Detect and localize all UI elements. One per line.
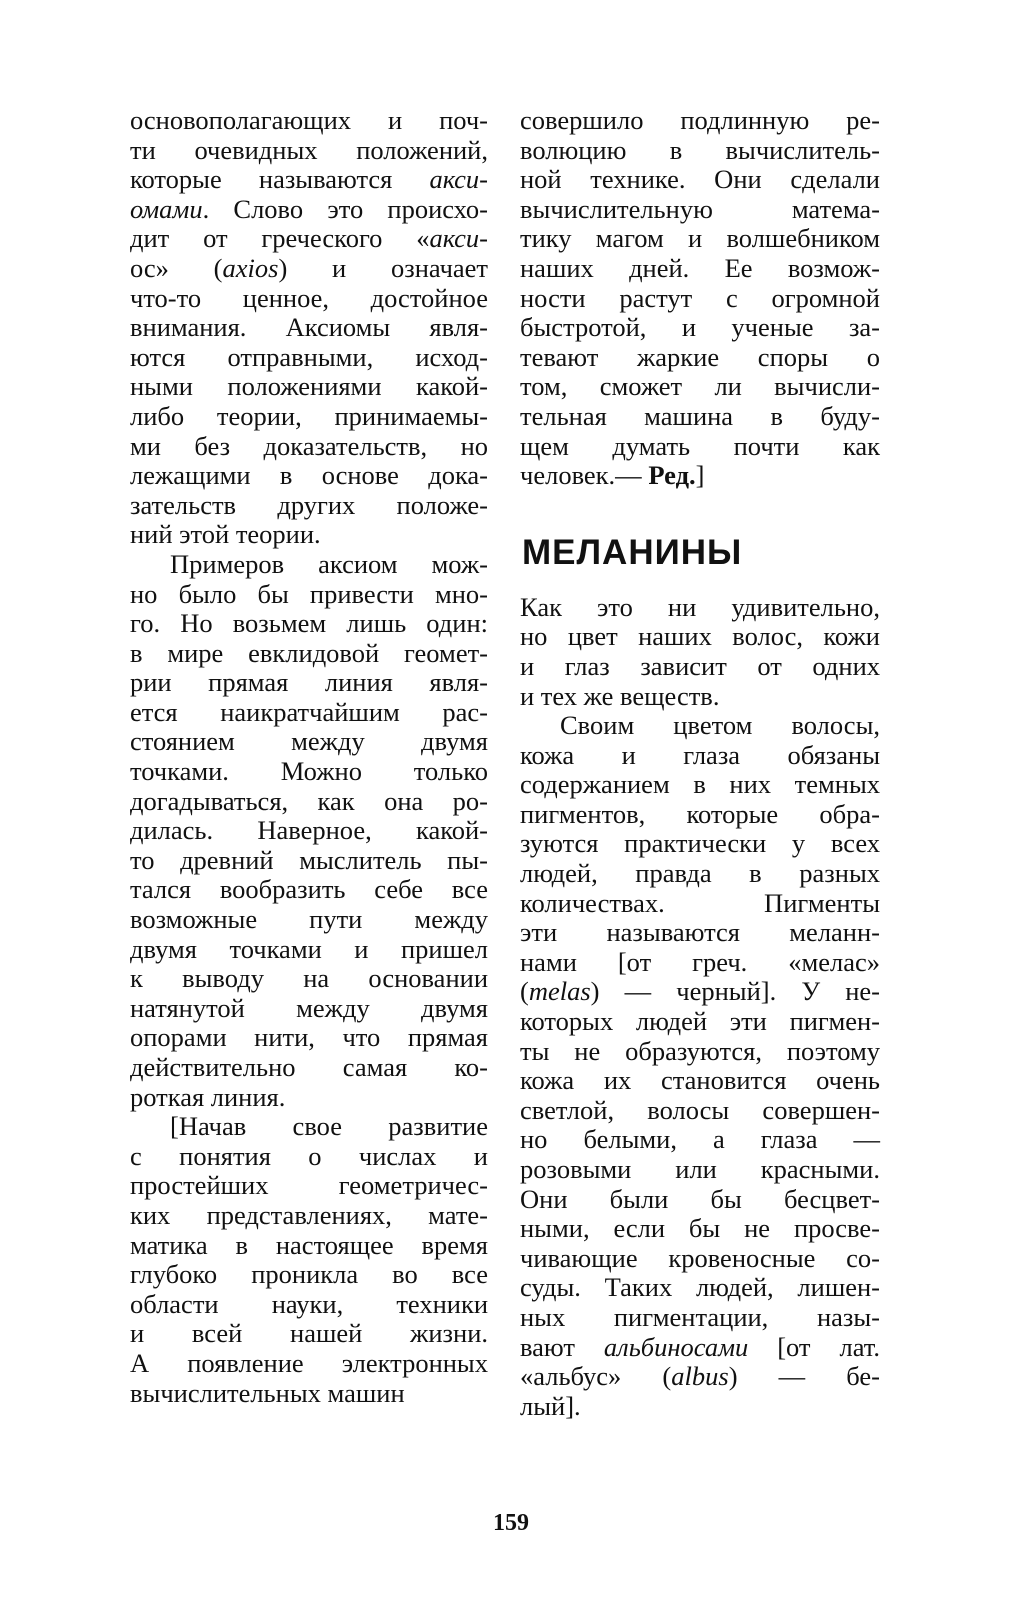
text-line: человек.— Ред.] — [520, 460, 705, 491]
text-line: Они были бы бесцвет- — [520, 1183, 880, 1214]
text-line: стоянием между двумя — [130, 726, 488, 757]
text-line: волюцию в вычислитель- — [520, 134, 880, 165]
section-heading: МЕЛАНИНЫ — [522, 532, 743, 572]
text-line: «альбус» (albus) — бе- — [520, 1361, 880, 1392]
text-line: лый]. — [520, 1390, 581, 1421]
text-line: ти очевидных положений, — [130, 134, 488, 165]
text-line: и всей нашей жизни. — [130, 1318, 488, 1349]
text-line: либо теории, принимаемы- — [130, 400, 488, 431]
text-line: но цвет наших волос, кожи — [520, 621, 880, 652]
text-line: ются отправными, исход- — [130, 341, 488, 372]
text-line: но было бы привести мно- — [130, 578, 488, 609]
text-line: А появление электронных — [130, 1347, 488, 1378]
text-line: догадываться, как она ро- — [130, 785, 488, 816]
text-line: эти называются меланн- — [520, 917, 880, 948]
text-line: Примеров аксиом мож- — [170, 548, 488, 579]
text-line: зательств других положе- — [130, 489, 488, 520]
right-intro-text — [520, 106, 880, 491]
text-line: содержанием в них темных — [520, 769, 880, 800]
text-line: возможные пути между — [130, 904, 488, 935]
text-line: наших дней. Ее возмож- — [520, 252, 880, 283]
text-line: чивающие кровеносные со- — [520, 1242, 880, 1273]
text-line: ности растут с огромной — [520, 282, 880, 313]
text-line: и глаз зависит от одних — [520, 650, 880, 681]
text-line: ты не образуются, поэтому — [520, 1035, 880, 1066]
text-line: вают альбиносами [от лат. — [520, 1331, 880, 1362]
text-line: роткая линия. — [130, 1081, 286, 1112]
text-line: рии прямая линия явля- — [130, 667, 488, 698]
text-line: которых людей эти пигмен- — [520, 1006, 880, 1037]
text-line: омами. Слово это происхо- — [130, 193, 488, 224]
text-line: тевают жаркие споры о — [520, 341, 880, 372]
text-line: лежащими в основе дока- — [130, 460, 488, 491]
text-line: действительно самая ко- — [130, 1052, 488, 1082]
text-line: том, сможет ли вычисли- — [520, 371, 880, 402]
text-line: простейших геометричес- — [130, 1170, 488, 1201]
text-line: опорами нити, что прямая — [130, 1022, 488, 1053]
text-line: количествах. Пигменты — [520, 887, 880, 918]
text-line: го. Но возьмем лишь один: — [130, 608, 488, 639]
text-line: вычислительных машин — [130, 1377, 405, 1408]
text-line: которые называются акси- — [130, 164, 488, 195]
text-line: к выводу на основании — [130, 963, 488, 994]
text-line: основополагающих и поч- — [130, 105, 488, 135]
text-line: натянутой между двумя — [130, 992, 488, 1023]
text-line: Как это ни удивительно, — [520, 591, 880, 622]
text-line: людей, правда в разных — [520, 858, 880, 889]
page-number: 159 — [493, 1510, 529, 1536]
text-line: кожа и глаза обязаны — [520, 739, 880, 770]
text-line: ными положениями какой- — [130, 371, 488, 402]
text-line: вычислительную матема- — [520, 193, 880, 224]
text-line: Своим цветом волосы, — [560, 710, 880, 741]
text-line: в мире евклидовой геомет- — [130, 637, 488, 668]
text-line: дит от греческого «акси- — [130, 223, 488, 254]
text-line: совершило подлинную ре- — [520, 105, 880, 135]
text-line: [Начав свое развитие — [170, 1111, 488, 1142]
text-line: ми без доказательств, но — [130, 430, 488, 461]
text-line: ной технике. Они сделали — [520, 164, 880, 195]
text-line: ных пигментации, назы- — [520, 1301, 880, 1332]
text-line: двумя точками и пришел — [130, 933, 488, 964]
text-line: розовыми или красными. — [520, 1154, 880, 1184]
text-line: тельная машина в буду- — [520, 400, 880, 431]
text-line: внимания. Аксиомы явля- — [130, 312, 488, 343]
text-line: точками. Можно только — [130, 756, 488, 787]
text-line: ких представлениях, мате- — [130, 1199, 488, 1230]
text-line: матика в настоящее время — [130, 1229, 488, 1260]
text-line: и тех же веществ. — [520, 680, 720, 711]
text-line: области науки, техники — [130, 1288, 488, 1319]
text-line: но белыми, а глаза — — [520, 1124, 880, 1155]
text-line: ными, если бы не просве- — [520, 1213, 880, 1244]
text-line: что-то ценное, достойное — [130, 282, 488, 313]
right-body-text — [520, 593, 880, 1422]
text-line: с понятия о числах и — [130, 1140, 488, 1171]
text-line: быстротой, и ученые за- — [520, 312, 880, 343]
text-line: ос» (axios) и означает — [130, 252, 489, 283]
text-line: дилась. Наверное, какой- — [130, 815, 488, 846]
text-line: щем думать почти как — [520, 430, 880, 461]
text-line: глубоко проникла во все — [130, 1259, 488, 1290]
text-line: ется наикратчайшим рас- — [130, 696, 488, 727]
text-line: кожа их становится очень — [520, 1065, 880, 1096]
text-line: суды. Таких людей, лишен- — [520, 1272, 880, 1303]
text-line: ний этой теории. — [130, 519, 321, 550]
text-line: то древний мыслитель пы- — [130, 844, 488, 875]
left-column — [130, 106, 488, 1408]
text-line: светлой, волосы совершен- — [520, 1094, 880, 1125]
text-line: (melas) — черный]. У не- — [520, 976, 880, 1007]
right-column — [520, 106, 880, 1421]
text-line: зуются практически у всех — [520, 828, 880, 859]
text-line: пигментов, которые обра- — [520, 798, 880, 829]
text-line: тался вообразить себе все — [130, 874, 488, 905]
text-line: тику магом и волшебником — [520, 223, 880, 254]
text-line: нами [от греч. «мелас» — [520, 946, 880, 977]
